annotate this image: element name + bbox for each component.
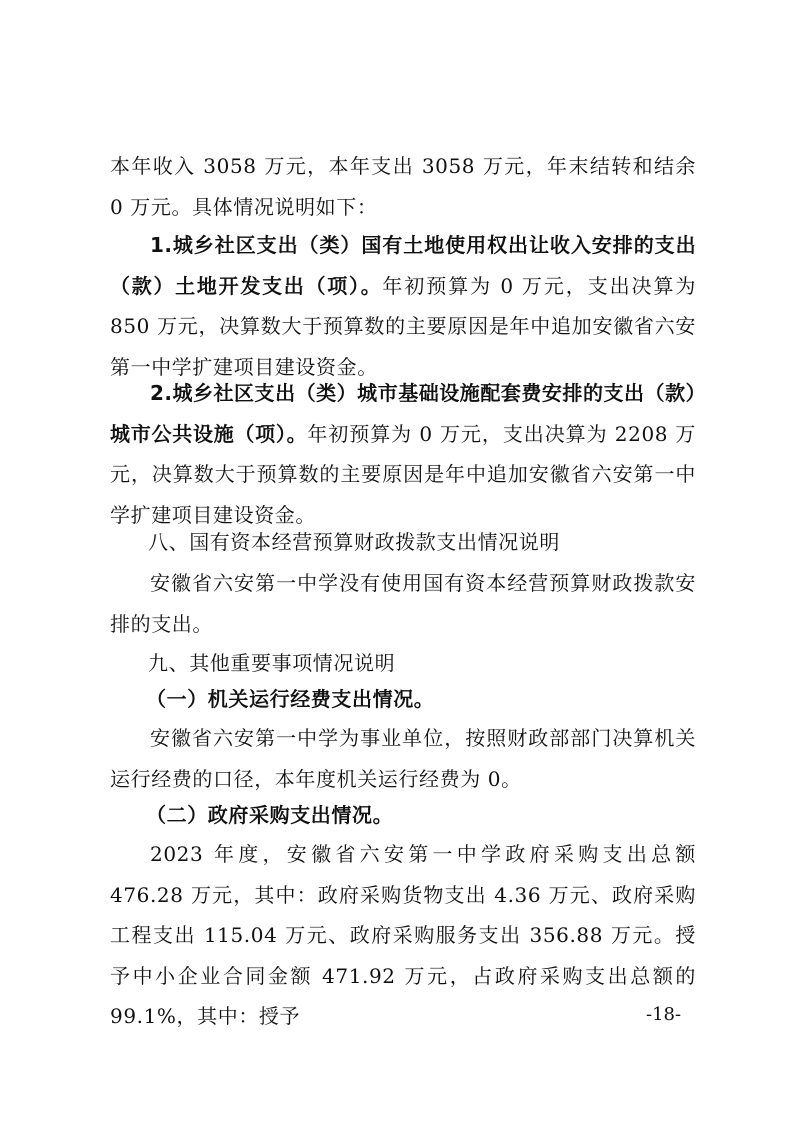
- item-1-heading: 1.城乡社区支出（类）国有土地使用权出让收入安排的支出（款）土地开发支出（项）。: [110, 233, 696, 298]
- item-1-text: 年初预算为 0 万元，支出决算为 850 万元，决算数大于预算数的主要原因是年中追加安徽省六安第一中学扩建项目建设资金。: [110, 273, 696, 379]
- section-heading-9: 九、其他重要事项情况说明: [148, 651, 396, 675]
- paragraph-text: 2023 年度，安徽省六安第一中学政府采购支出总额 476.28 万元，其中：政府采购货物支出 4.36 万元、政府采购工程支出 115.04 万元、政府采购服务支出 356.88 万元。授予中小企业合同金额 471.92 万元，占政府采购支出总额的 99.1%，其中：授予: [110, 842, 696, 1028]
- paragraph-text: 安徽省六安第一中学没有使用国有资本经营预算财政拨款安排的支出。: [110, 571, 696, 636]
- paragraph-item-1: [110, 225, 696, 387]
- paragraph-section-8: [110, 563, 696, 644]
- subsection-heading-1: （一）机关运行经费支出情况。: [146, 687, 435, 711]
- paragraph-text: 本年收入 3058 万元，本年支出 3058 万元，年末结转和结余 0 万元。具体情况说明如下：: [110, 154, 696, 219]
- paragraph-operating-expense: [110, 718, 696, 799]
- section-heading-8: 八、国有资本经营预算财政拨款支出情况说明: [148, 530, 560, 554]
- item-2-heading: 2.城乡社区支出（类）城市基础设施配套费安排的支出（款）城市公共设施（项）。: [110, 381, 696, 446]
- paragraph-item-2: [110, 373, 696, 535]
- paragraph-text: 安徽省六安第一中学为事业单位，按照财政部部门决算机关运行经费的口径，本年度机关运行经费为 0。: [110, 726, 696, 791]
- paragraph-procurement: [110, 834, 696, 1037]
- paragraph-income-summary: [110, 146, 696, 227]
- subsection-heading-2: （二）政府采购支出情况。: [146, 803, 394, 827]
- item-2-text: 年初预算为 0 万元，支出决算为 2208 万元，决算数大于预算数的主要原因是年中追加安徽省六安第一中学扩建项目建设资金。: [110, 421, 696, 527]
- page-number: -18-: [646, 1004, 682, 1025]
